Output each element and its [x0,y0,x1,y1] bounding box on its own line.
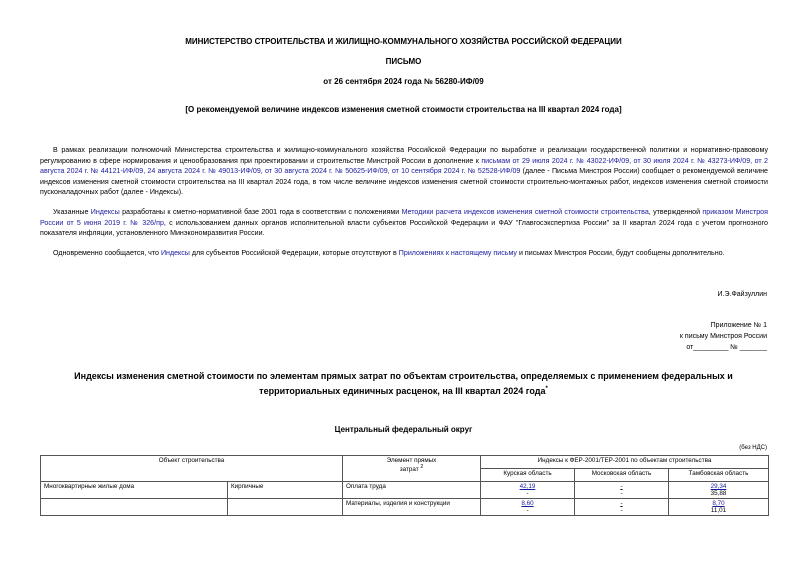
header-region-moscow: Московская область [575,469,669,482]
document-title: [О рекомендуемой величине индексов изменения сметной стоимости строительства на III квартал 2024 года] [185,105,622,114]
table-row [41,482,769,499]
indexes-link[interactable]: Индексы [90,208,120,216]
document-date-number: от 26 сентября 2024 года № 56280-ИФ/09 [323,77,484,86]
paragraph-1: В рамках реализации полномочий Министерства строительства и жилищно-коммунального хозяйства Российской Федерации по выработке и реализации государственной политики и нормативно-правовому регулированию в сфере нормирования и ценообразования при проектировании и строительстве Минстрой России в дополнение к письмам от 29 июля 2024 г. № 43022-ИФ/09, от 30 июля 2024 г. № 43273-ИФ/09, от 2 августа 2024 г. № 44121-ИФ/09, 24 августа 2024 г. № 49013-ИФ/09, от 30 августа 2024 г. № 50625-ИФ/09, от 10 сентября 2024 г. № 52528-ИФ/09 (далее - Письма Минстроя России) сообщает о рекомендуемой величине индексов изменения сметной стоимости строительства на III квартал 2024 года, в том числе величине индексов изменения сметной стоимости строительно-монтажных работ, индексов изменения сметной стоимости пусконаладочных работ (далее - Индексы). [40,146,768,197]
appendix-heading: Индексы изменения сметной стоимости по элементам прямых затрат по объектам строительства, определяемых с применением федеральных и территориальных единичных расценок, на III квартал 2024 года* [74,371,733,396]
header-region-kursk: Курская область [481,469,575,482]
element-cell: Материалы, изделия и конструкции [343,499,481,516]
material-cell: Кирпичные [228,482,343,499]
header-object: Объект строительства [41,456,343,482]
methodology-link[interactable]: Методики расчета индексов изменения сметной стоимости строительства [401,208,649,216]
footnote-mark: * [545,385,548,392]
document-type: ПИСЬМО [385,57,422,66]
tambov-cell: 8,70 11,01 [669,499,769,516]
header-elements: Элемент прямых затрат $^2$ [343,456,481,482]
moscow-cell: - - [575,499,669,516]
appendix-label: Приложение № 1 [710,322,767,329]
kursk-cell: 8,60 - [481,499,575,516]
kursk-cell: 42,19 - [481,482,575,499]
table-row [41,499,769,516]
ministry-name: МИНИСТЕРСТВО СТРОИТЕЛЬСТВА И ЖИЛИЩНО-КОММУНАЛЬНОГО ХОЗЯЙСТВА РОССИЙСКОЙ ФЕДЕРАЦИИ [185,37,622,46]
moscow-cell: - - [575,482,669,499]
header-index-group: Индексы к ФЕР-2001/ТЕР-2001 по объектам строительства [481,456,769,469]
paragraph-2: Указанные Индексы разработаны к сметно-нормативной базе 2001 года в соответствии с положениями Методики расчета индексов изменения сметной стоимости строительства, утвержденной приказом Минстроя России от 5 июня 2019 г. № 326/пр, с использованием данных органов исполнительной власти субъектов Российской Федерации и ФАУ "Главгосэкспертиза России" за II квартал 2024 года с учетом прогнозного показателя инфляции, установленного Минэкономразвития России. [40,208,768,238]
order-link[interactable]: приказом Минстроя России от 5 июня 2019 г. № 326/пр [40,208,768,227]
object-cell: Многоквартирные жилые дома [41,482,228,499]
header-region-tambov: Тамбовская область [669,469,769,482]
indexes-link-2[interactable]: Индексы [160,249,190,257]
indexes-table [40,455,769,516]
paragraph-3: Одновременно сообщается, что Индексы для субъектов Российской Федерации, которые отсутствуют в Приложениях к настоящему письму и письмах Минстроя России, будут сообщены дополнительно. [53,249,725,257]
letters-link[interactable]: письмам от 29 июля 2024 г. № 43022-ИФ/09, от 30 июля 2024 г. № 43273-ИФ/09, от 2 августа 2024 г. № 44121-ИФ/09, 24 августа 2024 г. № 49013-ИФ/09, от 30 августа 2024 г. № 50625-ИФ/09, от 10 сентября 2024 г. № 52528-ИФ/09 [40,156,768,176]
appendices-link[interactable]: Приложениях к настоящему письму [398,249,517,257]
appendix-reference: к письму Минстроя России [679,333,767,340]
element-cell: Оплата труда [343,482,481,499]
signature: И.Э.Файзуллин [717,291,767,298]
federal-district: Центральный федеральный округ [334,425,473,434]
object-cell [41,499,228,516]
tambov-cell: 29,34 35,88 [669,482,769,499]
appendix-date-line: от_________ № _______ [686,344,767,351]
material-cell [228,499,343,516]
vat-note: (без НДС) [739,445,767,451]
